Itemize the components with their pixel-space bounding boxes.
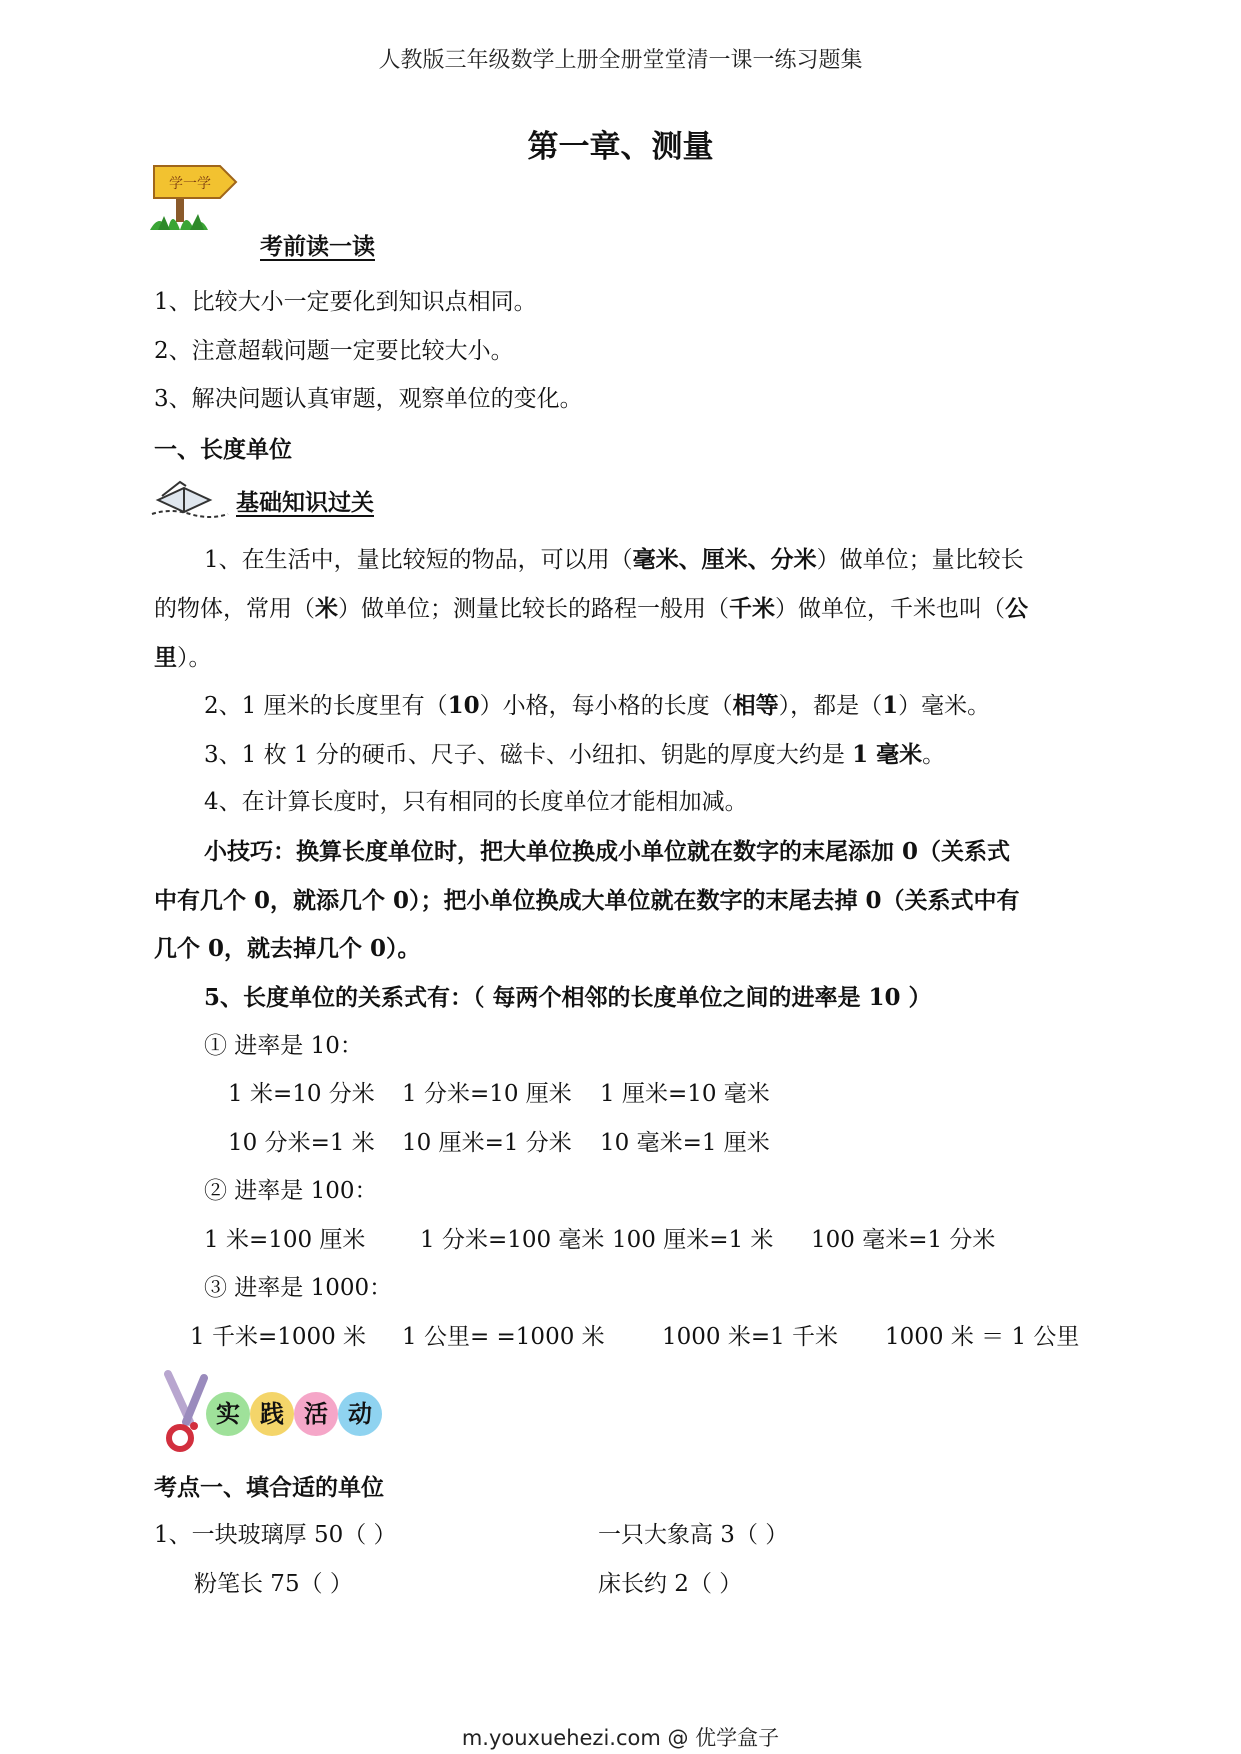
p1-answer-gongli-end: 里: [154, 644, 177, 671]
sign-text: 学一学: [169, 176, 211, 192]
rate1000-c1: 1 千米=1000 米: [190, 1324, 367, 1350]
chapter-title: 第一章、测量: [527, 129, 714, 165]
pre-read-item-3: 3、解决问题认真审题，观察单位的变化。: [154, 386, 583, 412]
rate100-c1: 1 米=100 厘米: [204, 1227, 366, 1253]
study-signpost-icon: [150, 152, 250, 232]
p1-text: ）做单位；量比较长: [816, 547, 1024, 573]
p2-text: ）毫米。: [898, 693, 991, 719]
p2-text: ）小格，每小格的长度（: [479, 693, 733, 719]
tip-line3: 几个 0，就去掉几个 0）。: [154, 935, 421, 962]
p1-text: ）。: [177, 645, 212, 671]
q1-item-a: 1、一块玻璃厚 50（ ）: [154, 1522, 397, 1548]
p4-line: 4、在计算长度时，只有相同的长度单位才能相加减。: [204, 789, 748, 815]
p2-answer-equal: 相等: [732, 692, 779, 719]
p2-answer-1: 1: [882, 692, 899, 719]
p1-answer-meter: 米: [315, 595, 338, 622]
document-header: 人教版三年级数学上册全册堂堂清一课一练习题集: [378, 48, 863, 73]
banner-char-2: 践: [250, 1392, 294, 1436]
p3-text: 。: [922, 742, 946, 768]
rate1000-c2: 1 公里= =1000 米: [402, 1324, 605, 1350]
rate10-r1-c2: 1 分米=10 厘米: [402, 1081, 572, 1107]
rate1000-c4: 1000 米 ＝ 1 公里: [885, 1324, 1080, 1350]
p1-answer-km: 千米: [729, 595, 775, 622]
rate10-r2-c2: 10 厘米=1 分米: [402, 1130, 572, 1156]
p2-text: 2、1 厘米的长度里有（: [204, 693, 448, 719]
p3-answer: 1 毫米: [852, 741, 923, 768]
p5-line: 5、长度单位的关系式有：（ 每两个相邻的长度单位之间的进率是 10 ）: [204, 984, 932, 1011]
p3-line: [204, 743, 945, 767]
p3-text: 3、1 枚 1 分的硬币、尺子、磁卡、小纽扣、钥匙的厚度大约是: [204, 742, 853, 768]
p1-line2: [154, 597, 1028, 621]
rate100-label: ② 进率是 100：: [204, 1178, 378, 1204]
q1-item-c: 粉笔长 75（ ）: [194, 1571, 353, 1597]
basics-title: 基础知识过关: [236, 489, 374, 516]
p2-answer-10: 10: [447, 692, 480, 719]
p1-text: 1、在生活中，量比较短的物品，可以用（: [204, 547, 633, 573]
rate10-r1-c1: 1 米=10 分米: [228, 1081, 375, 1107]
tip-line2: 中有几个 0，就添几个 0）；把小单位换成大单位就在数字的末尾去掉 0（关系式中有: [154, 887, 1020, 914]
p1-answer-gongli: 公: [1005, 595, 1028, 622]
p1-line3: [154, 646, 212, 670]
rate10-r2-c3: 10 毫米=1 厘米: [600, 1130, 770, 1156]
rate10-label: ① 进率是 10：: [204, 1033, 363, 1059]
book-icon: [150, 470, 230, 518]
p1-text: ）做单位，千米也叫（: [775, 596, 1005, 622]
p1-line1: [204, 548, 1024, 572]
page-footer: m.youxuehezi.com @ 优学盒子: [461, 1726, 780, 1750]
q1-item-d: 床长约 2（ ）: [598, 1571, 743, 1597]
q1-item-b: 一只大象高 3（ ）: [598, 1522, 789, 1548]
p1-text: ）做单位；测量比较长的路程一般用（: [338, 596, 729, 622]
section-length-units: 一、长度单位: [154, 436, 292, 463]
banner-char-4: 动: [338, 1392, 382, 1436]
pre-read-item-2: 2、注意超载问题一定要比较大小。: [154, 338, 514, 364]
p1-answer-short-units: 毫米、厘米、分米: [632, 546, 817, 573]
rate100-c4: 100 毫米=1 分米: [811, 1227, 996, 1253]
rate100-c2: 1 分米=100 毫米: [420, 1227, 605, 1253]
rate1000-c3: 1000 米=1 千米: [662, 1324, 839, 1350]
banner-char-3: 活: [294, 1392, 338, 1436]
rate1000-label: ③ 进率是 1000：: [204, 1275, 393, 1301]
rate10-r1-c3: 1 厘米=10 毫米: [600, 1081, 770, 1107]
pre-read-title: 考前读一读: [260, 233, 375, 260]
banner-char-1: 实: [206, 1392, 250, 1436]
p2-text: ），都是（: [778, 693, 883, 719]
tip-line1: 小技巧：换算长度单位时，把大单位换成小单位就在数字的末尾添加 0（关系式: [204, 838, 1011, 865]
pre-read-item-1: 1、比较大小一定要化到知识点相同。: [154, 289, 537, 315]
kaodian-1-title: 考点一、填合适的单位: [154, 1474, 384, 1501]
rate100-c3: 100 厘米=1 米: [612, 1227, 774, 1253]
p1-text: 的物体，常用（: [154, 596, 315, 622]
rate10-r2-c1: 10 分米=1 米: [228, 1130, 375, 1156]
p2-line: [204, 694, 990, 718]
